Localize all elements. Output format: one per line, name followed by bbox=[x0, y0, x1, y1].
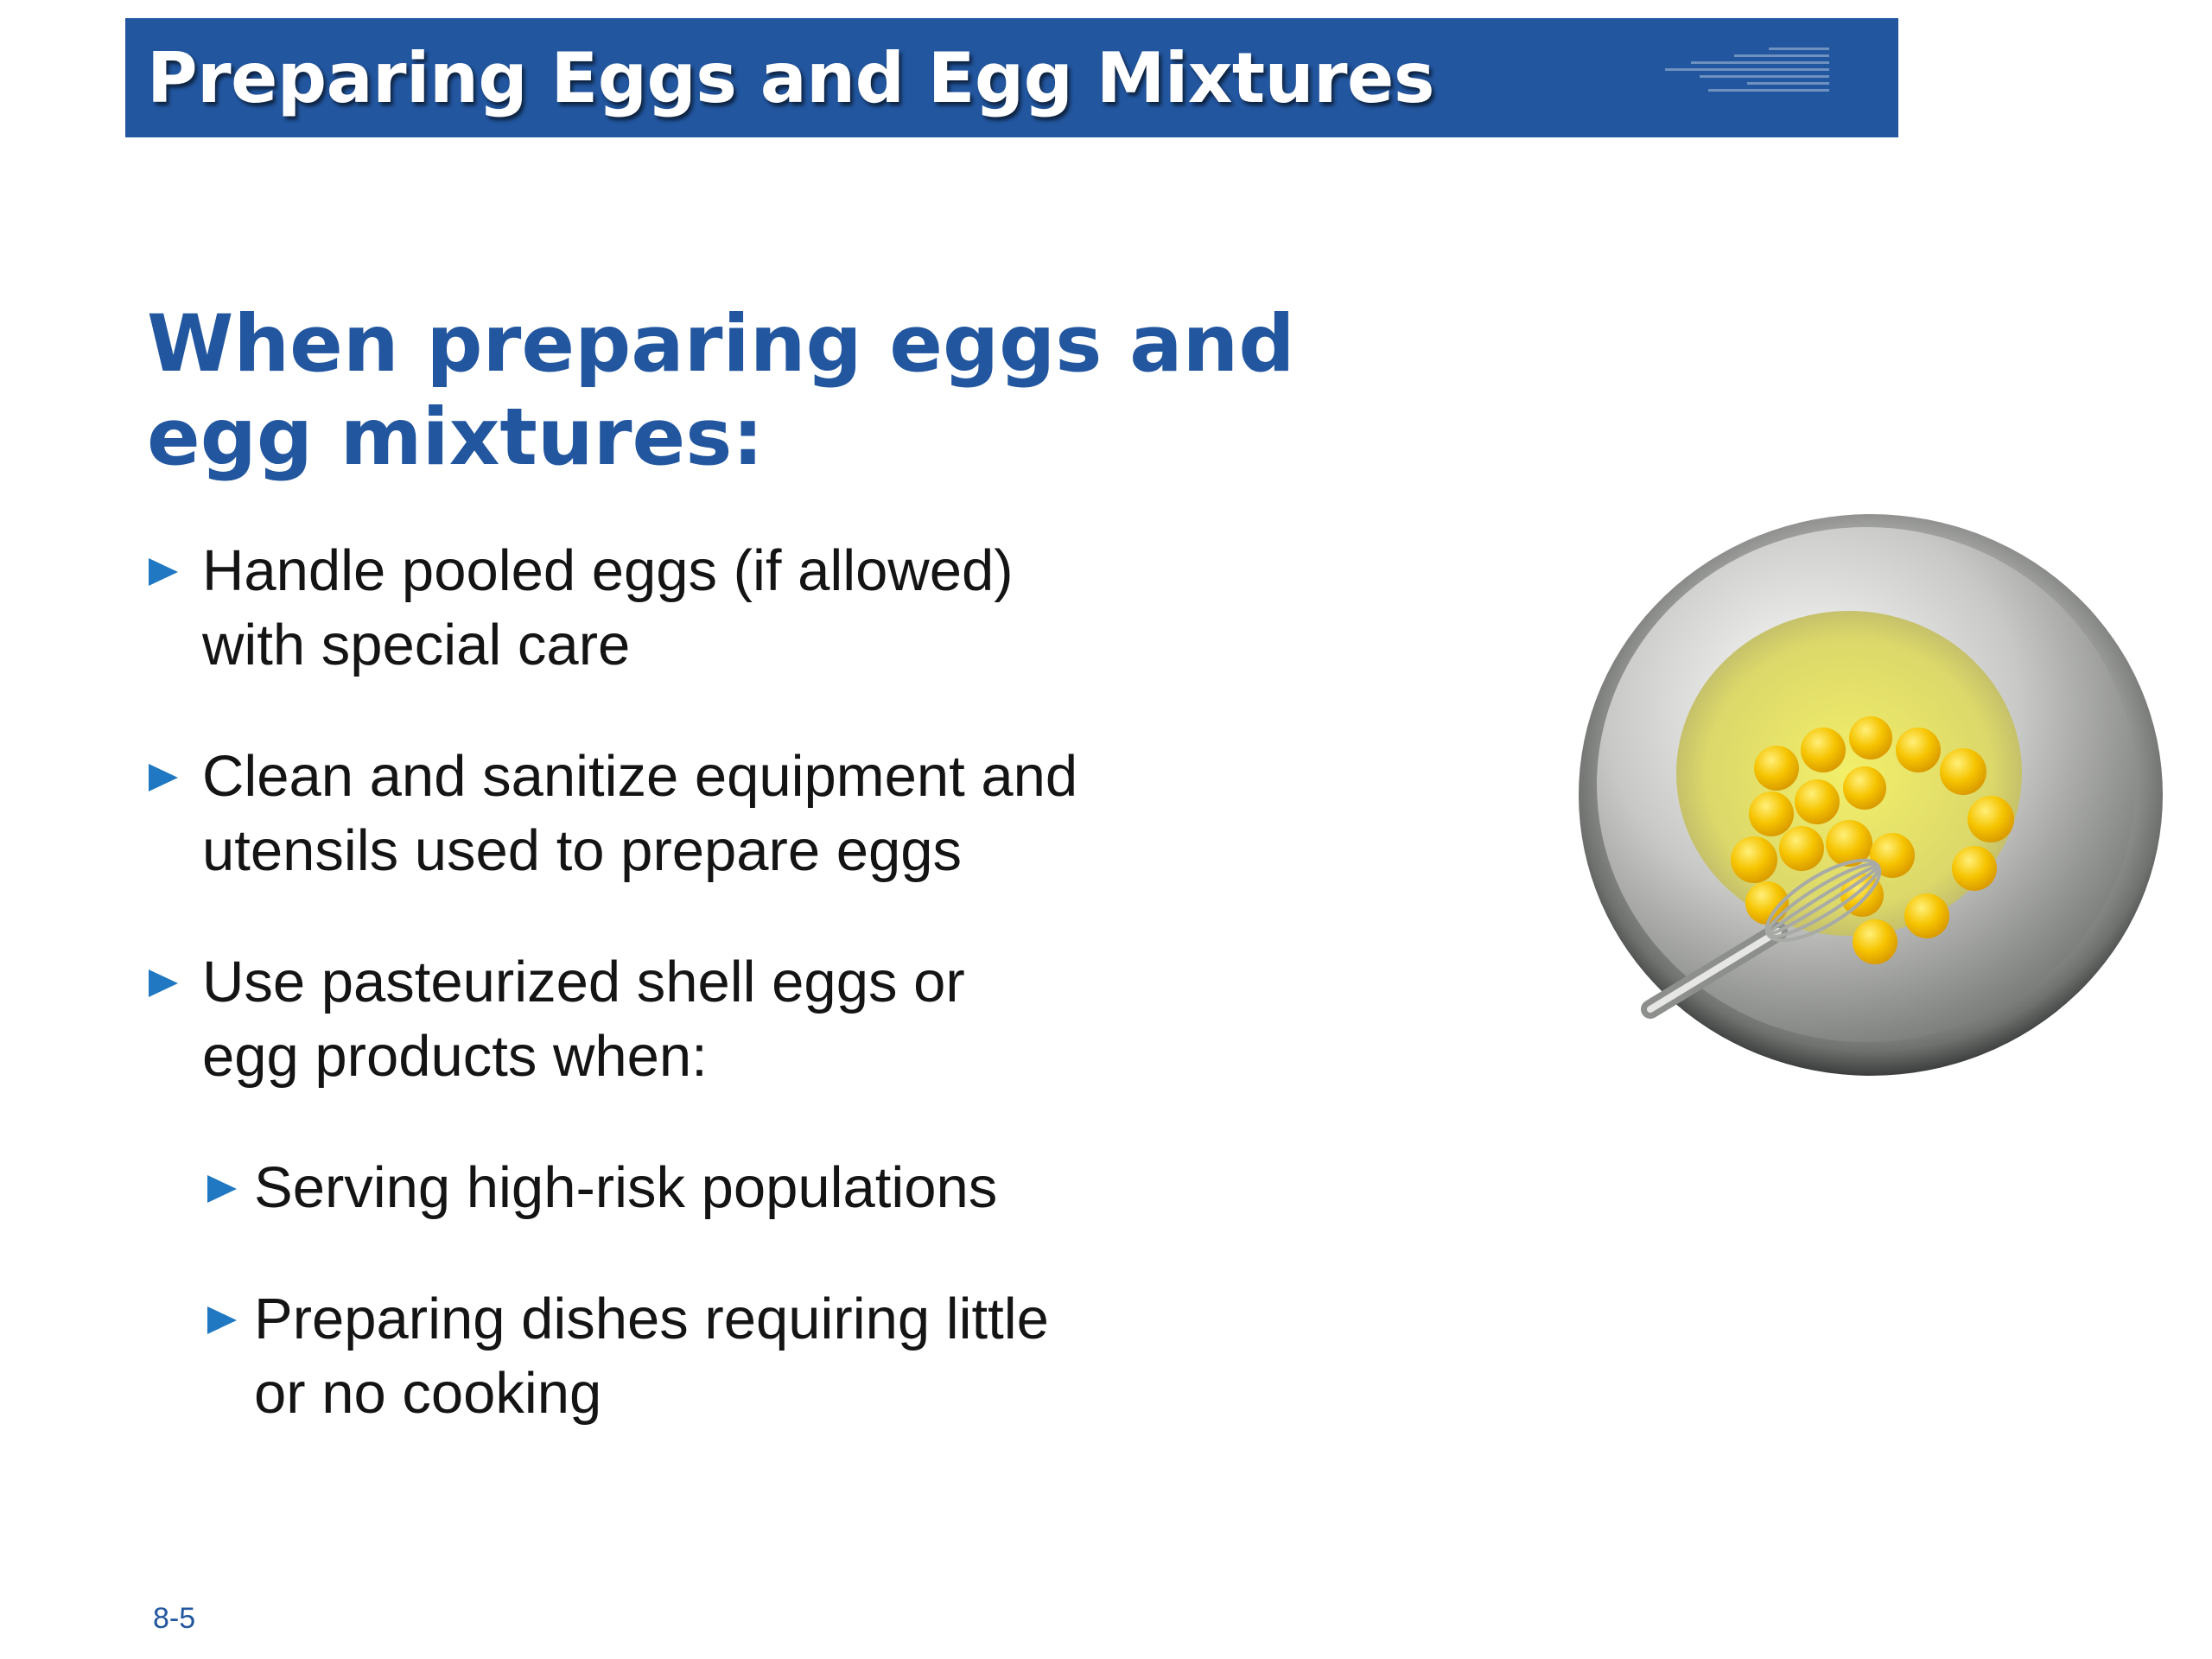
bullet-line: or no cooking bbox=[254, 1361, 602, 1426]
title-bar bbox=[125, 18, 1898, 137]
heading-line-1: When preparing eggs and bbox=[147, 299, 1295, 390]
bullet-line: with special care bbox=[202, 613, 631, 677]
slide-title: Preparing Eggs and Egg Mixtures bbox=[147, 38, 1434, 118]
bullet-arrow-icon bbox=[149, 764, 178, 791]
bullet-line: Preparing dishes requiring little bbox=[254, 1287, 1049, 1351]
mixing-bowl-eggs-whisk-image bbox=[1564, 510, 2169, 1097]
bullet-line: Handle pooled eggs (if allowed) bbox=[202, 538, 1014, 603]
bullet-arrow-icon bbox=[207, 1175, 237, 1203]
bullet-line: Use pasteurized shell eggs or bbox=[202, 950, 965, 1014]
bullet-line: egg products when: bbox=[202, 1024, 708, 1089]
bullet-line: Clean and sanitize equipment and bbox=[202, 744, 1078, 809]
tiny-notes-decoration bbox=[1656, 48, 1829, 96]
page-number: 8-5 bbox=[153, 1602, 196, 1635]
bullet-line: Serving high-risk populations bbox=[254, 1155, 998, 1220]
bullet-arrow-icon bbox=[207, 1306, 237, 1334]
bullet-arrow-icon bbox=[149, 969, 178, 997]
bullet-line: utensils used to prepare eggs bbox=[202, 818, 963, 883]
bullet-arrow-icon bbox=[149, 558, 178, 586]
heading-line-2: egg mixtures: bbox=[147, 392, 764, 483]
section-heading bbox=[147, 298, 1443, 485]
